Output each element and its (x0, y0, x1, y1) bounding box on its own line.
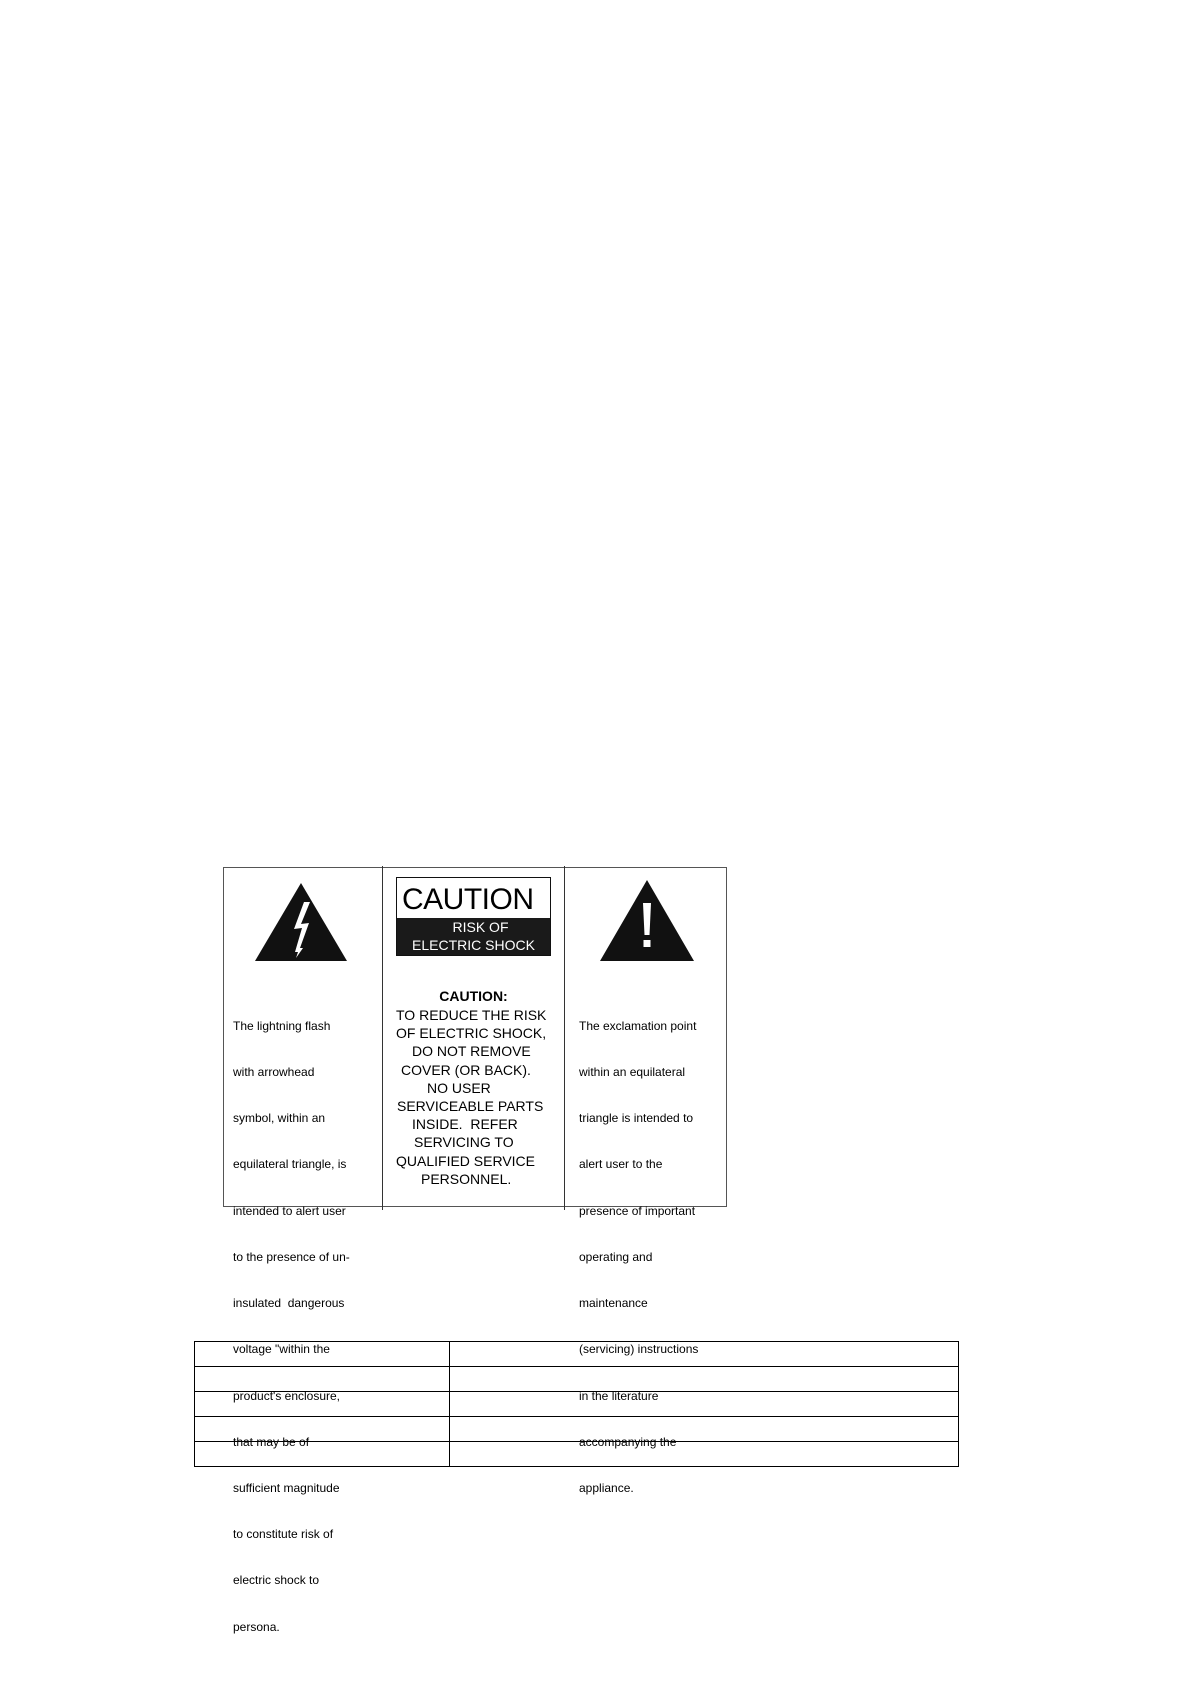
text-line: COVER (OR BACK). (401, 1061, 531, 1078)
text-line: electric shock to (233, 1573, 320, 1588)
table-row (195, 1342, 959, 1367)
lightning-triangle-icon (254, 882, 348, 962)
text-line: operating and (579, 1249, 653, 1264)
caution-label-risk: RISK OF (452, 919, 509, 935)
table-cell (450, 1417, 959, 1442)
exclamation-triangle-icon (599, 879, 695, 962)
text-line: SERVICING TO (414, 1134, 514, 1151)
text-line: (servicing) instructions (579, 1342, 699, 1357)
text-line: alert user to the (579, 1157, 663, 1172)
text-line: to constitute risk of (233, 1527, 334, 1542)
text-line: DO NOT REMOVE (412, 1043, 531, 1060)
text-line: PERSONNEL. (421, 1170, 512, 1187)
text-line: to the presence of un- (233, 1249, 350, 1264)
text-line: persona. (233, 1619, 280, 1634)
column-divider (564, 866, 565, 1210)
table-cell (195, 1417, 450, 1442)
caution-label (396, 877, 551, 956)
caution-heading: CAUTION: (439, 988, 508, 1004)
caution-label-banner (397, 918, 550, 955)
text-line: intended to alert user (233, 1203, 346, 1218)
text-line: presence of important (579, 1203, 696, 1218)
text-line: product's enclosure, (233, 1388, 341, 1403)
text-line: The exclamation point (579, 1018, 697, 1033)
table-row (195, 1392, 959, 1417)
caution-instructions (383, 1006, 564, 1188)
table-cell (450, 1342, 959, 1367)
caution-label-title: CAUTION (402, 883, 534, 916)
text-line: SERVICEABLE PARTS (397, 1098, 544, 1115)
text-line: QUALIFIED SERVICE (396, 1152, 536, 1169)
text-line: in the literature (579, 1388, 659, 1403)
text-line: INSIDE. REFER (412, 1116, 518, 1133)
text-line: insulated dangerous (233, 1296, 345, 1311)
text-line: appliance. (579, 1481, 634, 1495)
text-line: triangle is intended to (579, 1111, 694, 1126)
table-cell (450, 1392, 959, 1417)
text-line: symbol, within an (233, 1111, 326, 1126)
text-line: maintenance (579, 1296, 648, 1311)
text-line: TO REDUCE THE RISK (396, 1007, 547, 1023)
text-line: within an equilateral (579, 1065, 686, 1080)
text-line: accompanying the (579, 1434, 677, 1449)
text-line: OF ELECTRIC SHOCK, (396, 1025, 547, 1042)
table-cell (195, 1367, 450, 1392)
empty-table (194, 1341, 959, 1467)
table-cell (195, 1442, 450, 1467)
text-line: with arrowhead (233, 1065, 315, 1080)
table-cell (450, 1442, 959, 1467)
table-row (195, 1442, 959, 1467)
text-line: equilateral triangle, is (233, 1157, 347, 1172)
text-line: The lightning flash (233, 1018, 331, 1033)
table-row (195, 1417, 959, 1442)
caution-label-shock: ELECTRIC SHOCK (412, 936, 535, 953)
table-cell (195, 1342, 450, 1367)
text-line: voltage "within the (233, 1342, 330, 1357)
text-line: that may be of (233, 1434, 310, 1449)
table-cell (450, 1367, 959, 1392)
lightning-description (233, 988, 350, 1650)
table-row (195, 1367, 959, 1392)
text-line: NO USER (427, 1079, 491, 1096)
table-cell (195, 1392, 450, 1417)
text-line: sufficient magnitude (233, 1481, 340, 1495)
